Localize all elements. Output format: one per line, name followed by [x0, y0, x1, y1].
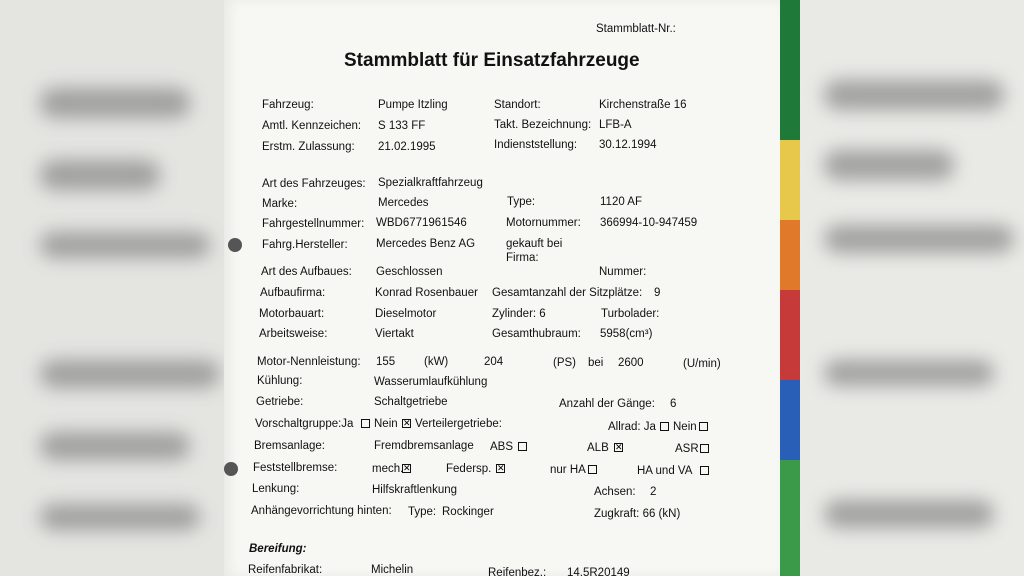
label-anhaenge: Anhängevorrichtung hinten: [251, 505, 392, 517]
value-erstzulassung: 21.02.1995 [378, 141, 436, 153]
label-motorbauart: Motorbauart: [259, 308, 325, 320]
label-gekauft: gekauft bei [506, 238, 563, 250]
value-reifenfabrikat: Michelin [371, 564, 414, 576]
value-fahrgestellnummer: WBD6771961546 [376, 217, 467, 229]
label-aufbaufirma: Aufbaufirma: [260, 287, 326, 299]
label-standort: Standort: [494, 99, 541, 111]
label-marke: Marke: [262, 198, 298, 210]
blurred-background-right [800, 0, 1024, 576]
value-lenkung: Hilfskraftlenkung [372, 484, 458, 496]
label-reifenbez: Reifenbez.: [488, 567, 547, 576]
checkbox-allrad-ja[interactable] [660, 422, 669, 431]
section-bereifung: Bereifung: [249, 543, 307, 555]
value-bremsanlage: Fremdbremsanlage [374, 440, 474, 452]
checkbox-vorschalt-nein[interactable]: ✕ [403, 418, 411, 428]
label-abs: ABS [490, 441, 514, 453]
blur-shape [40, 232, 210, 258]
value-hersteller: Mercedes Benz AG [376, 238, 476, 250]
checkbox-vorschalt-ja[interactable] [361, 419, 370, 428]
value-marke: Mercedes [378, 197, 429, 209]
value-reifenbez: 14.5R20149 [567, 567, 630, 576]
label-takt: Takt. Bezeichnung: [494, 119, 592, 131]
blur-shape [40, 160, 160, 190]
checkbox-nur-ha[interactable] [588, 465, 597, 474]
checkbox-asr[interactable] [700, 444, 709, 453]
blur-shape [824, 500, 994, 528]
unit-umin: (U/min) [683, 358, 721, 370]
blur-shape [824, 360, 994, 386]
label-federsp: Federsp. [446, 463, 492, 475]
checkbox-abs[interactable] [518, 442, 527, 451]
blur-shape [824, 80, 1004, 110]
label-hubraum: Gesamthubraum: [492, 328, 581, 340]
value-takt: LFB-A [599, 119, 632, 131]
label-zylinder: Zylinder: 6 [492, 308, 546, 320]
value-art-fahrzeug: Spezialkraftfahrzeug [378, 177, 483, 189]
checkbox-allrad-nein[interactable] [699, 422, 708, 431]
unit-ps: (PS) [553, 357, 576, 369]
value-umin: 2600 [618, 357, 644, 369]
blur-shape [824, 150, 954, 180]
label-motornummer: Motornummer: [506, 217, 581, 229]
value-getriebe: Schaltgetriebe [374, 396, 448, 408]
label-arbeitsweise: Arbeitsweise: [259, 328, 328, 340]
value-type: 1120 AF [600, 196, 642, 208]
value-aufbaufirma: Konrad Rosenbauer [375, 287, 478, 299]
value-fahrzeug: Pumpe Itzling [378, 99, 448, 111]
label-zugkraft: Zugkraft: 66 (kN) [594, 508, 681, 520]
label-kennzeichen: Amtl. Kennzeichen: [262, 120, 362, 132]
blur-shape [40, 432, 190, 460]
label-bremsanlage: Bremsanlage: [254, 440, 325, 452]
value-motornummer: 366994-10-947459 [600, 217, 698, 229]
label-anh-type: Type: [408, 506, 437, 518]
label-art-fahrzeug: Art des Fahrzeuges: [262, 178, 366, 190]
label-nummer: Nummer: [599, 266, 647, 278]
label-firma: Firma: [506, 252, 539, 264]
value-leistung-ps: 204 [484, 356, 504, 368]
label-bei: bei [588, 357, 604, 369]
blurred-background-left [0, 0, 224, 576]
unit-kw: (kW) [424, 356, 449, 368]
value-aufbau: Geschlossen [376, 266, 443, 278]
blur-shape [824, 225, 1014, 253]
value-arbeitsweise: Viertakt [375, 328, 414, 340]
label-sitzplaetze: Gesamtanzahl der Sitzplätze: [492, 287, 643, 299]
sheet-number-label: Stammblatt-Nr.: [596, 23, 676, 35]
label-ha-und-va: HA und VA [637, 465, 693, 477]
value-achsen: 2 [650, 486, 657, 498]
label-aufbau: Art des Aufbaues: [261, 266, 352, 278]
label-alb: ALB [587, 442, 609, 454]
punch-hole [228, 238, 242, 252]
label-verteilergetriebe: Verteilergetriebe: [415, 418, 502, 430]
label-achsen: Achsen: [594, 486, 636, 498]
label-type: Type: [507, 196, 536, 208]
punch-hole [224, 462, 238, 476]
label-kuehlung: Kühlung: [257, 375, 303, 387]
label-leistung: Motor-Nennleistung: [257, 356, 361, 368]
value-leistung-kw: 155 [376, 356, 396, 368]
label-turbolader: Turbolader: [601, 308, 660, 320]
blur-shape [40, 88, 190, 118]
label-fahrzeug: Fahrzeug: [262, 99, 314, 111]
label-allrad-nein: Nein [673, 421, 697, 433]
value-kennzeichen: S 133 FF [378, 120, 426, 132]
value-anh-type: Rockinger [442, 506, 494, 518]
blur-shape [40, 360, 220, 388]
label-reifenfabrikat: Reifenfabrikat: [248, 564, 323, 576]
label-mech: mech. [372, 463, 404, 475]
value-motorbauart: Dieselmotor [375, 308, 437, 320]
label-getriebe: Getriebe: [256, 396, 304, 408]
label-fahrgestellnummer: Fahrgestellnummer: [262, 218, 365, 230]
label-nur-ha: nur HA [550, 464, 586, 476]
checkbox-alb[interactable]: ✕ [615, 442, 623, 452]
checkbox-mech[interactable]: ✕ [403, 463, 411, 473]
value-kuehlung: Wasserumlaufkühlung [374, 376, 488, 388]
value-standort: Kirchenstraße 16 [599, 99, 687, 111]
label-allrad: Allrad: Ja [608, 421, 656, 433]
label-feststellbremse: Feststellbremse: [253, 462, 338, 474]
document-title: Stammblatt für Einsatzfahrzeuge [344, 50, 640, 71]
document-sheet [224, 0, 780, 576]
value-hubraum: 5958(cm³) [600, 328, 653, 340]
label-erstzulassung: Erstm. Zulassung: [262, 141, 355, 153]
label-vorschalt-nein: Nein [374, 418, 398, 430]
label-hersteller: Fahrg.Hersteller: [262, 239, 348, 251]
checkbox-federsp[interactable]: ✕ [497, 463, 505, 473]
value-indienst: 30.12.1994 [599, 139, 657, 151]
label-vorschaltgruppe: Vorschaltgruppe:Ja [255, 418, 354, 430]
label-asr: ASR [675, 443, 699, 455]
value-sitzplaetze: 9 [654, 287, 661, 299]
label-gaenge: Anzahl der Gänge: [559, 398, 655, 410]
label-lenkung: Lenkung: [252, 483, 300, 495]
checkbox-ha-und-va[interactable] [700, 466, 709, 475]
blur-shape [40, 504, 200, 530]
label-indienst: Indienststellung: [494, 139, 578, 151]
value-gaenge: 6 [670, 398, 677, 410]
